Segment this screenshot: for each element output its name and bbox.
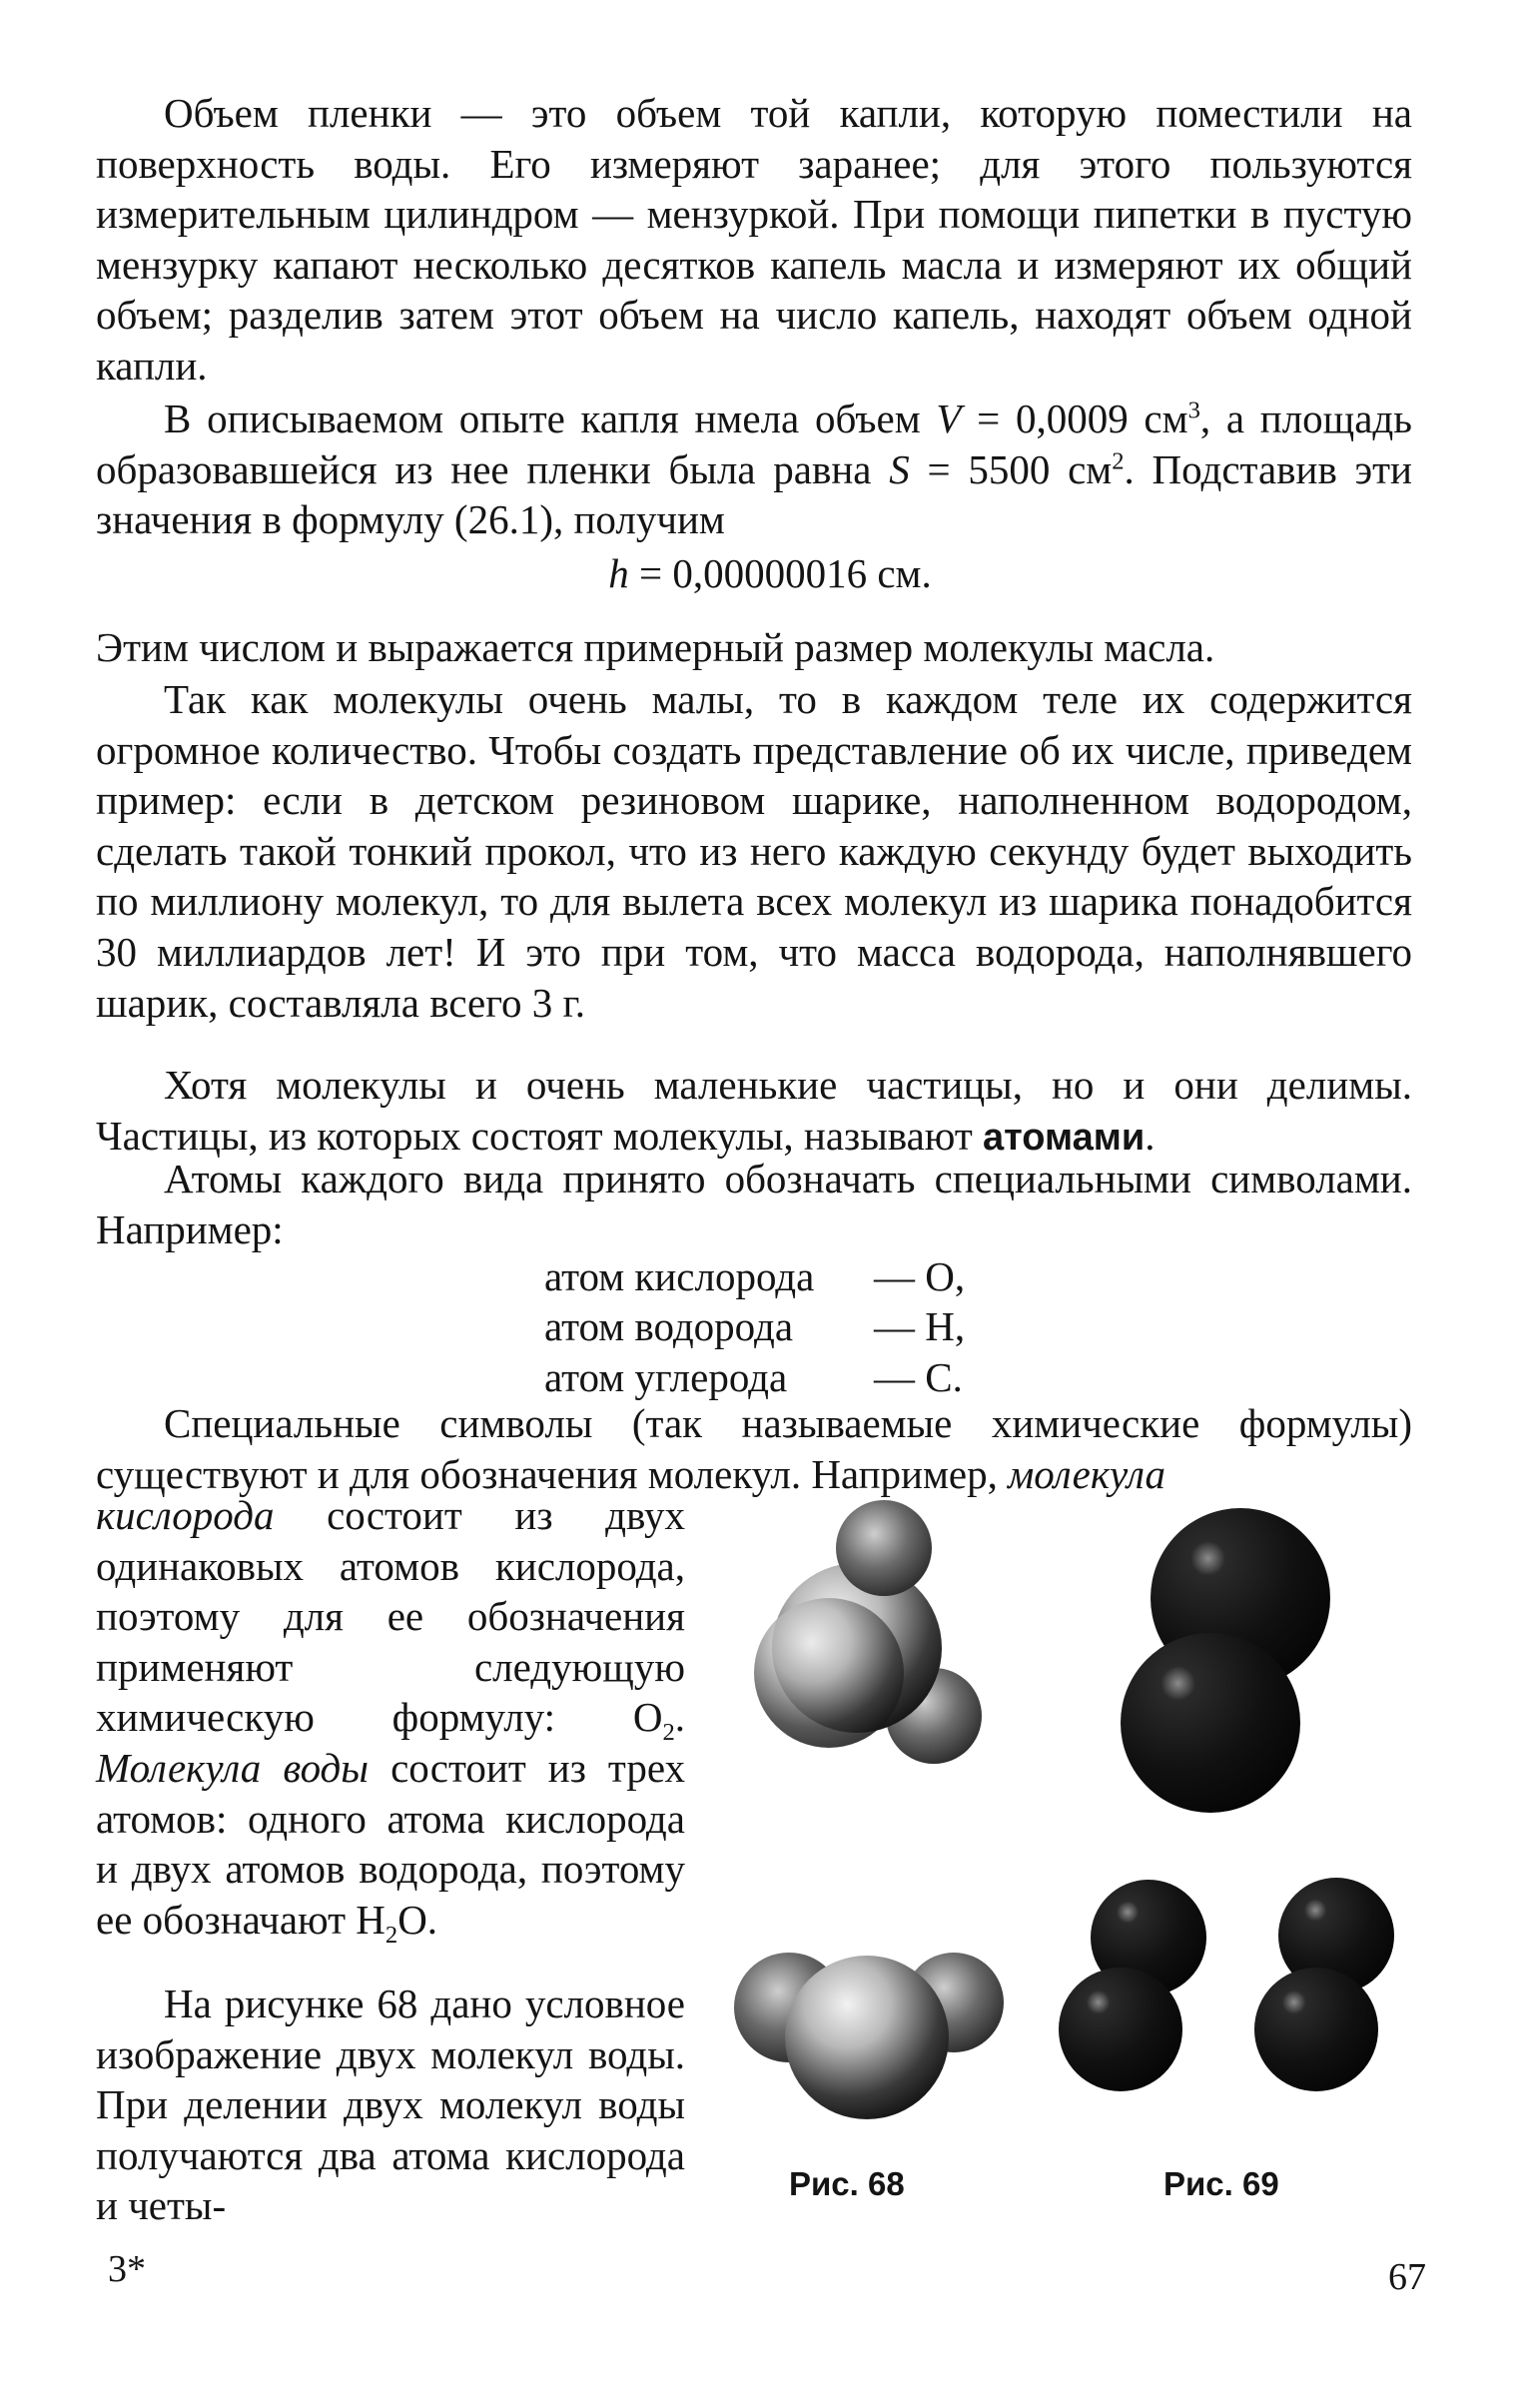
oxygen-atom-shade <box>754 1598 904 1748</box>
caption-fig-68: Рис. 68 <box>789 2165 905 2202</box>
oxygen-atom <box>1254 1968 1378 2091</box>
oxygen-atom <box>785 1956 949 2119</box>
paragraph-text: Атомы каждого вида принято обозначать специальными символами. Например: <box>96 1156 1412 1252</box>
page-number: 67 <box>1388 2256 1426 2298</box>
water-molecule-2 <box>734 1953 1004 2119</box>
atom-symbol: — H, <box>874 1303 966 1350</box>
hydrogen-atom <box>836 1500 932 1596</box>
paragraph-text: = 0,0009 см <box>961 396 1188 441</box>
paragraph-text: На рисунке 68 дано условное изображение двух молекул воды. При делении двух молекул воды получаются два атома кислорода и четы- <box>96 1981 685 2229</box>
paragraph-text: состоит из двух одинаковых атомов кислорода, поэтому для ее обозначения применяют следующую химическую формулу: O <box>96 1492 685 1741</box>
paragraph-text: . <box>1145 1112 1155 1159</box>
oxygen-molecule-3 <box>1254 1878 1394 2091</box>
variable-h: h <box>608 550 629 596</box>
superscript: 3 <box>1187 397 1200 424</box>
atom-name: атом водорода <box>544 1303 794 1350</box>
paragraph-text: . Подставив эти значения в формулу (26.1), получим <box>96 445 1412 543</box>
paragraph-text: . <box>674 1694 685 1741</box>
subscript: 2 <box>385 1921 398 1949</box>
water-molecule-1 <box>754 1500 982 1764</box>
variable-s: S <box>889 445 910 492</box>
paragraph-text: Специальные символы (так называемые химические формулы) существуют и для обозначения молекул. Например, <box>96 1400 1412 1497</box>
signature-mark: 3* <box>108 2248 146 2290</box>
oxygen-atom <box>1121 1633 1300 1813</box>
atom-name: атом кислорода <box>544 1253 815 1299</box>
paragraph-text: состоит из трех атомов: одного атома кислорода и двух атомов водорода, поэтому ее обозначают H <box>96 1744 685 1943</box>
paragraph-text: = 5500 см <box>909 445 1113 492</box>
term-atoms: атомами <box>983 1116 1146 1159</box>
superscript: 2 <box>1112 446 1125 474</box>
atom-symbol: — O, <box>874 1253 966 1299</box>
paragraph-text: В описываемом опыте капля нмела объем <box>164 396 937 441</box>
paragraph-text: O. <box>397 1896 438 1943</box>
subscript: 2 <box>662 1719 675 1747</box>
oxygen-molecule-1 <box>1121 1508 1330 1813</box>
oxygen-atom <box>1059 1968 1182 2091</box>
paragraph-text: Хотя молекулы и очень маленькие частицы, но и они делимы. Частицы, из которых состоят молекулы, называют <box>96 1062 1412 1159</box>
italic-term: молекула <box>1008 1450 1166 1497</box>
italic-term: Молекула воды <box>96 1744 370 1791</box>
italic-term: кислорода <box>96 1492 275 1538</box>
paragraph-text: Объем пленки — это объем той капли, которую поместили на поверхность воды. Его измеряют заранее; для этого пользуются измерительным цилиндром — мензуркой. При помощи пипетки в пустую мензурку капают несколько десятков капель масла и измеряют их общий объем; разделив затем этот объем на число капель, находят объем одной капли. <box>96 90 1412 389</box>
variable-v: V <box>936 396 962 441</box>
paragraph-text: Этим числом и выражается примерный размер молекулы масла. <box>96 624 1215 670</box>
paragraph-text: , а площадь образовавшейся из нее пленки была равна <box>96 396 1412 492</box>
atom-symbol: — C. <box>874 1353 963 1400</box>
formula-value: = 0,00000016 см. <box>628 550 932 596</box>
paragraph-text: Так как молекулы очень малы, то в каждом теле их содержится огромное количество. Чтобы создать представление об их числе, приведем пример: если в детском резиновом шарике, наполненном водородом, сделать такой тонкий прокол, что из него каждую секунду будет выходить по миллиону молекул, то для вылета всех молекул из шарика понадобится 30 миллиардов лет! И это при том, что масса водорода, наполнявшего шарик, составляла всего 3 г. <box>96 676 1412 1026</box>
atom-name: атом углерода <box>544 1353 788 1400</box>
oxygen-molecule-2 <box>1059 1880 1206 2091</box>
caption-fig-69: Рис. 69 <box>1163 2165 1279 2202</box>
